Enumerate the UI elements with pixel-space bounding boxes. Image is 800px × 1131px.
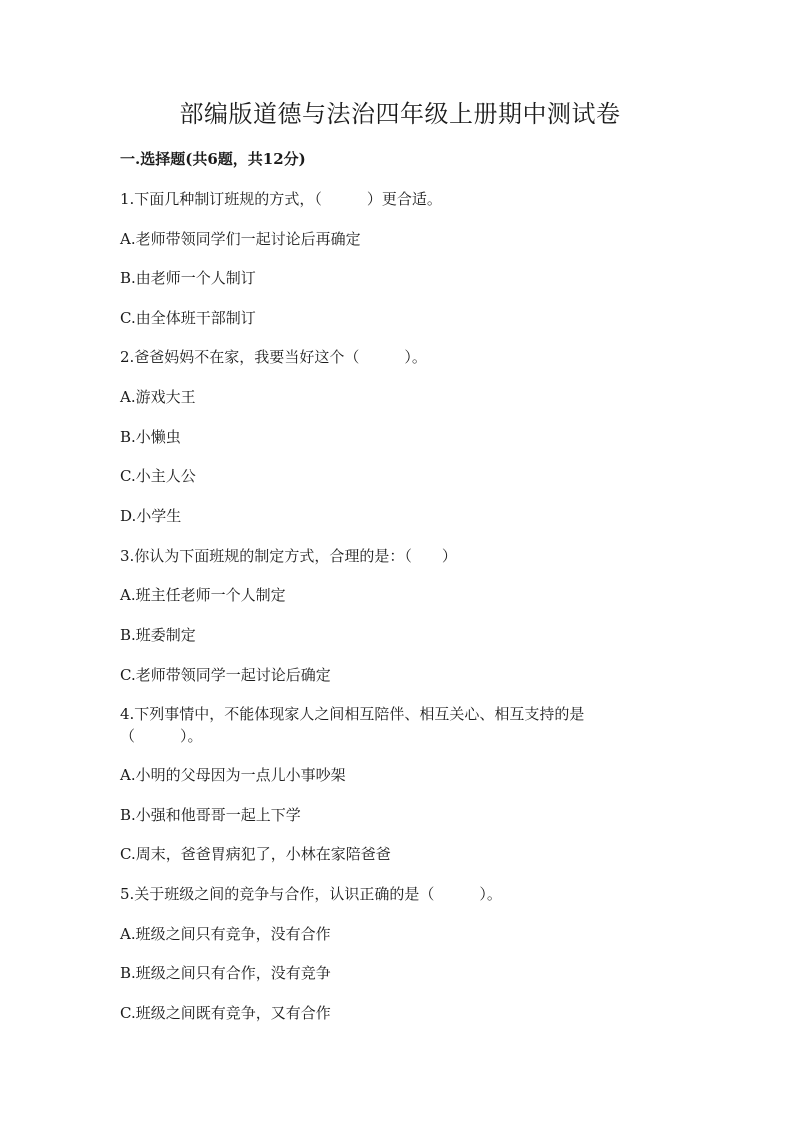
question-2-option-d: D.小学生 xyxy=(120,507,182,525)
question-4-option-a: A.小明的父母因为一点儿小事吵架 xyxy=(120,766,346,784)
document-title: 部编版道德与法治四年级上册期中测试卷 xyxy=(179,100,621,128)
question-3-option-b: B.班委制定 xyxy=(120,626,196,644)
question-5-stem: 5.关于班级之间的竞争与合作，认识正确的是（ ）。 xyxy=(120,885,502,903)
question-4-stem: 4.下列事情中，不能体现家人之间相互陪伴、相互关心、相互支持的是 xyxy=(120,705,585,723)
question-5-option-b: B.班级之间只有合作，没有竞争 xyxy=(120,964,331,982)
question-2-stem: 2.爸爸妈妈不在家，我要当好这个（ ）。 xyxy=(120,348,427,366)
question-5-option-a: A.班级之间只有竞争，没有合作 xyxy=(120,925,331,943)
question-1-option-a: A.老师带领同学们一起讨论后再确定 xyxy=(120,230,361,248)
question-2-option-a: A.游戏大王 xyxy=(120,388,196,406)
question-3-option-a: A.班主任老师一个人制定 xyxy=(120,586,286,604)
question-3-stem: 3.你认为下面班规的制定方式，合理的是：（ ） xyxy=(120,547,457,565)
question-3-option-c: C.老师带领同学一起讨论后确定 xyxy=(120,666,331,684)
question-4-option-c: C.周末，爸爸胃病犯了，小林在家陪爸爸 xyxy=(120,845,391,863)
question-2-option-b: B.小懒虫 xyxy=(120,428,181,446)
question-2-option-c: C.小主人公 xyxy=(120,467,196,485)
question-1-stem: 1.下面几种制订班规的方式，（ ）更合适。 xyxy=(120,190,442,208)
question-1-option-b: B.由老师一个人制订 xyxy=(120,269,256,287)
section-heading: 一.选择题(共6题，共12分) xyxy=(120,150,306,168)
question-4-option-b: B.小强和他哥哥一起上下学 xyxy=(120,806,301,824)
question-5-option-c: C.班级之间既有竞争，又有合作 xyxy=(120,1004,331,1022)
question-1-option-c: C.由全体班干部制订 xyxy=(120,309,256,327)
question-4-stem-continuation: （ ）。 xyxy=(120,727,203,745)
